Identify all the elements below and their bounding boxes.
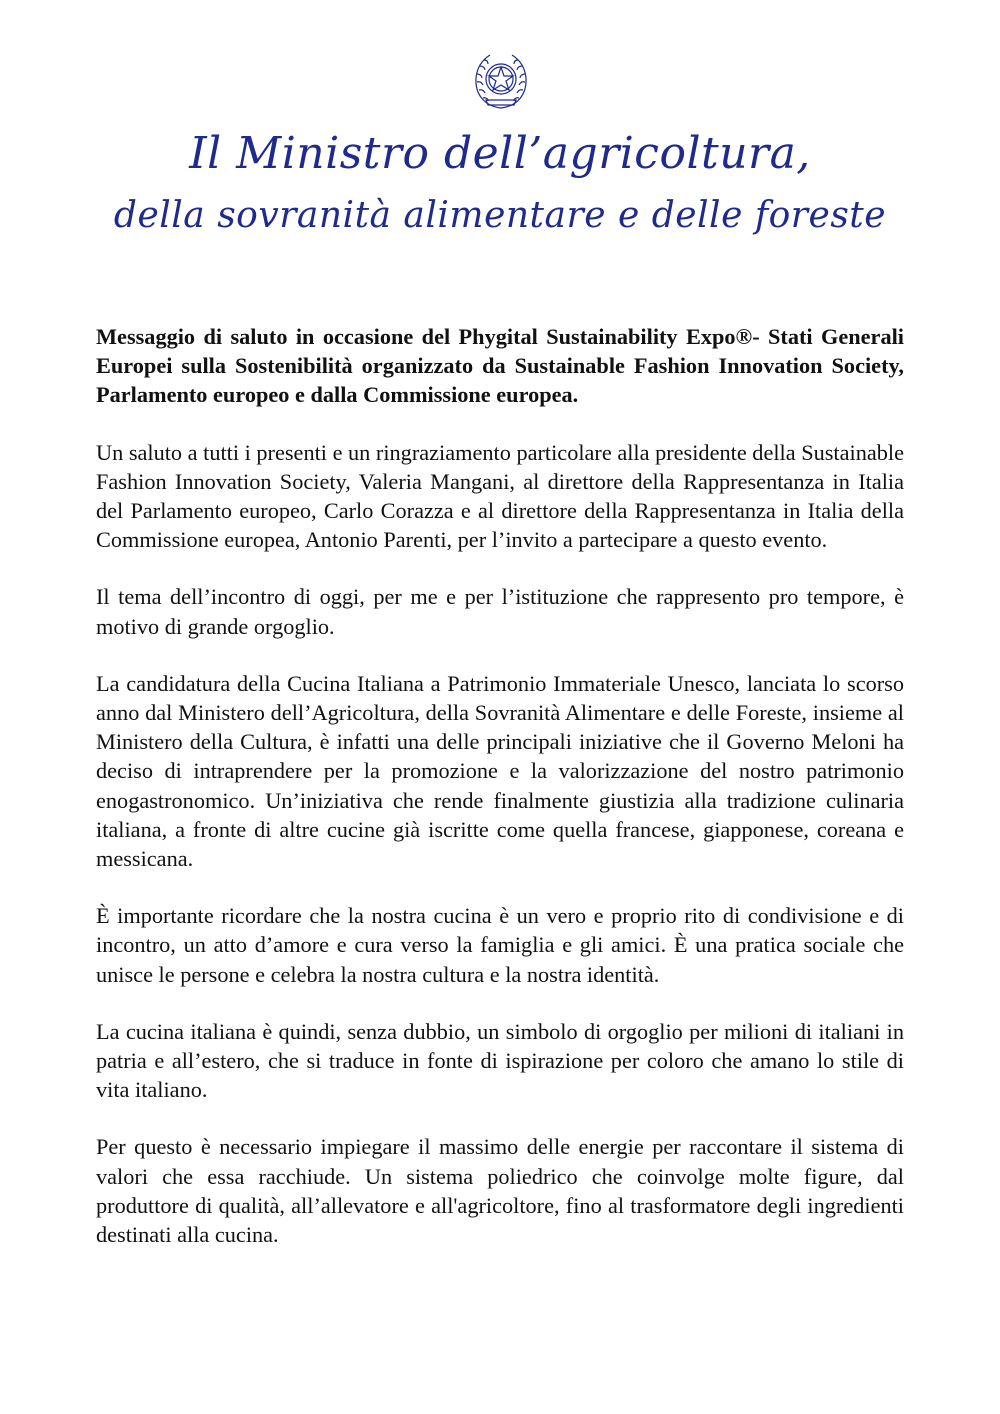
- paragraph: È importante ricordare che la nostra cucina è un vero e proprio rito di condivisione e di incontro, un atto d’amore e cura verso la famiglia e gli amici. È una pratica sociale che unisce le persone e celebra la nostra cultura e la nostra identità.: [96, 903, 904, 987]
- paragraph: La candidatura della Cucina Italiana a Patrimonio Immateriale Unesco, lanciata lo scorso anno dal Ministero dell’Agricoltura, della Sovranità Alimentare e delle Foreste, insieme al Ministero della Cultura, è infatti una delle principali iniziative che il Governo Meloni ha deciso di intraprendere per la promozione e la valorizzazione del nostro patrimonio enogastronomico. Un’iniziativa che rende finalmente giustizia alla tradizione culinaria italiana, a fronte di altre cucine già iscritte come quella francese, giapponese, coreana e messicana.: [96, 670, 904, 872]
- letterhead-line-1: Il Ministro dell’agricoltura,: [189, 128, 811, 179]
- document-body: [96, 322, 904, 1277]
- italian-republic-emblem-icon: [470, 50, 532, 112]
- letterhead-line-2: della sovranità alimentare e delle foreste: [113, 195, 887, 236]
- paragraph: Un saluto a tutti i presenti e un ringraziamento particolare alla presidente della Sustainable Fashion Innovation Society, Valeria Mangani, al direttore della Rappresentanza in Italia del Parlamento europeo, Carlo Corazza e al direttore della Rappresentanza in Italia della Commissione europea, Antonio Parenti, per l’invito a partecipare a questo evento.: [96, 439, 904, 553]
- paragraph: Per questo è necessario impiegare il massimo delle energie per raccontare il sistema di valori che essa racchiude. Un sistema poliedrico che coinvolge molte figure, dal produttore di qualità, all’allevatore e all'agricoltore, fino al trasformatore degli ingredienti destinati alla cucina.: [96, 1134, 904, 1248]
- paragraph: Il tema dell’incontro di oggi, per me e per l’istituzione che rappresento pro tempore, è motivo di grande orgoglio.: [96, 584, 904, 639]
- document-heading: Messaggio di saluto in occasione del Phygital Sustainability Expo®- Stati Generali Europei sulla Sostenibilità organizzato da Sustainable Fashion Innovation Society, Parlamento europeo e dalla Commissione europea.: [96, 324, 904, 408]
- paragraph: La cucina italiana è quindi, senza dubbio, un simbolo di orgoglio per milioni di italiani in patria e all’estero, che si traduce in fonte di ispirazione per coloro che amano lo stile di vita italiano.: [96, 1018, 904, 1103]
